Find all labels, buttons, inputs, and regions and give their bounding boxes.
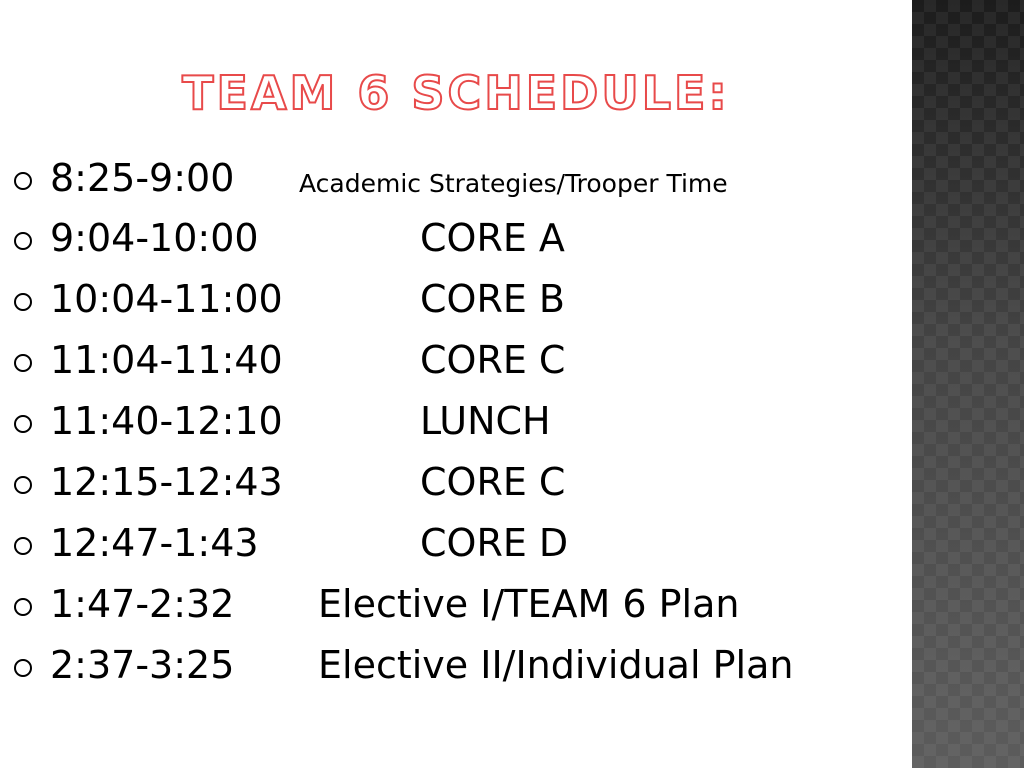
activity-label: LUNCH	[420, 399, 551, 443]
activity-label: CORE B	[420, 277, 566, 321]
list-item	[12, 210, 912, 272]
time-range: 12:47-1:43	[50, 521, 259, 565]
bullet-icon	[14, 354, 32, 372]
time-range: 9:04-10:00	[50, 216, 259, 260]
activity-label: CORE A	[420, 216, 565, 260]
bullet-icon	[14, 232, 32, 250]
activity-label: Elective I/TEAM 6 Plan	[318, 582, 740, 626]
activity-label: CORE D	[420, 521, 569, 565]
list-item	[12, 576, 912, 638]
list-item	[12, 150, 912, 212]
activity-label: CORE C	[420, 460, 566, 504]
time-range: 11:04-11:40	[50, 338, 283, 382]
time-range: 12:15-12:43	[50, 460, 283, 504]
bullet-icon	[14, 537, 32, 555]
bullet-icon	[14, 476, 32, 494]
list-item	[12, 393, 912, 455]
activity-label: Elective II/Individual Plan	[318, 643, 794, 687]
bullet-icon	[14, 293, 32, 311]
decorative-side-panel	[912, 0, 1024, 768]
activity-label: Academic Strategies/Trooper Time	[299, 169, 728, 198]
list-item	[12, 637, 912, 699]
time-range: 8:25-9:00	[50, 156, 235, 200]
list-item	[12, 271, 912, 333]
list-item	[12, 454, 912, 516]
time-range: 1:47-2:32	[50, 582, 235, 626]
activity-label: CORE C	[420, 338, 566, 382]
bullet-icon	[14, 659, 32, 677]
bullet-icon	[14, 598, 32, 616]
bullet-icon	[14, 172, 32, 190]
list-item	[12, 515, 912, 577]
time-range: 2:37-3:25	[50, 643, 235, 687]
list-item	[12, 332, 912, 394]
time-range: 11:40-12:10	[50, 399, 283, 443]
time-range: 10:04-11:00	[50, 277, 283, 321]
bullet-icon	[14, 415, 32, 433]
slide-title: TEAM 6 SCHEDULE:	[182, 66, 730, 120]
